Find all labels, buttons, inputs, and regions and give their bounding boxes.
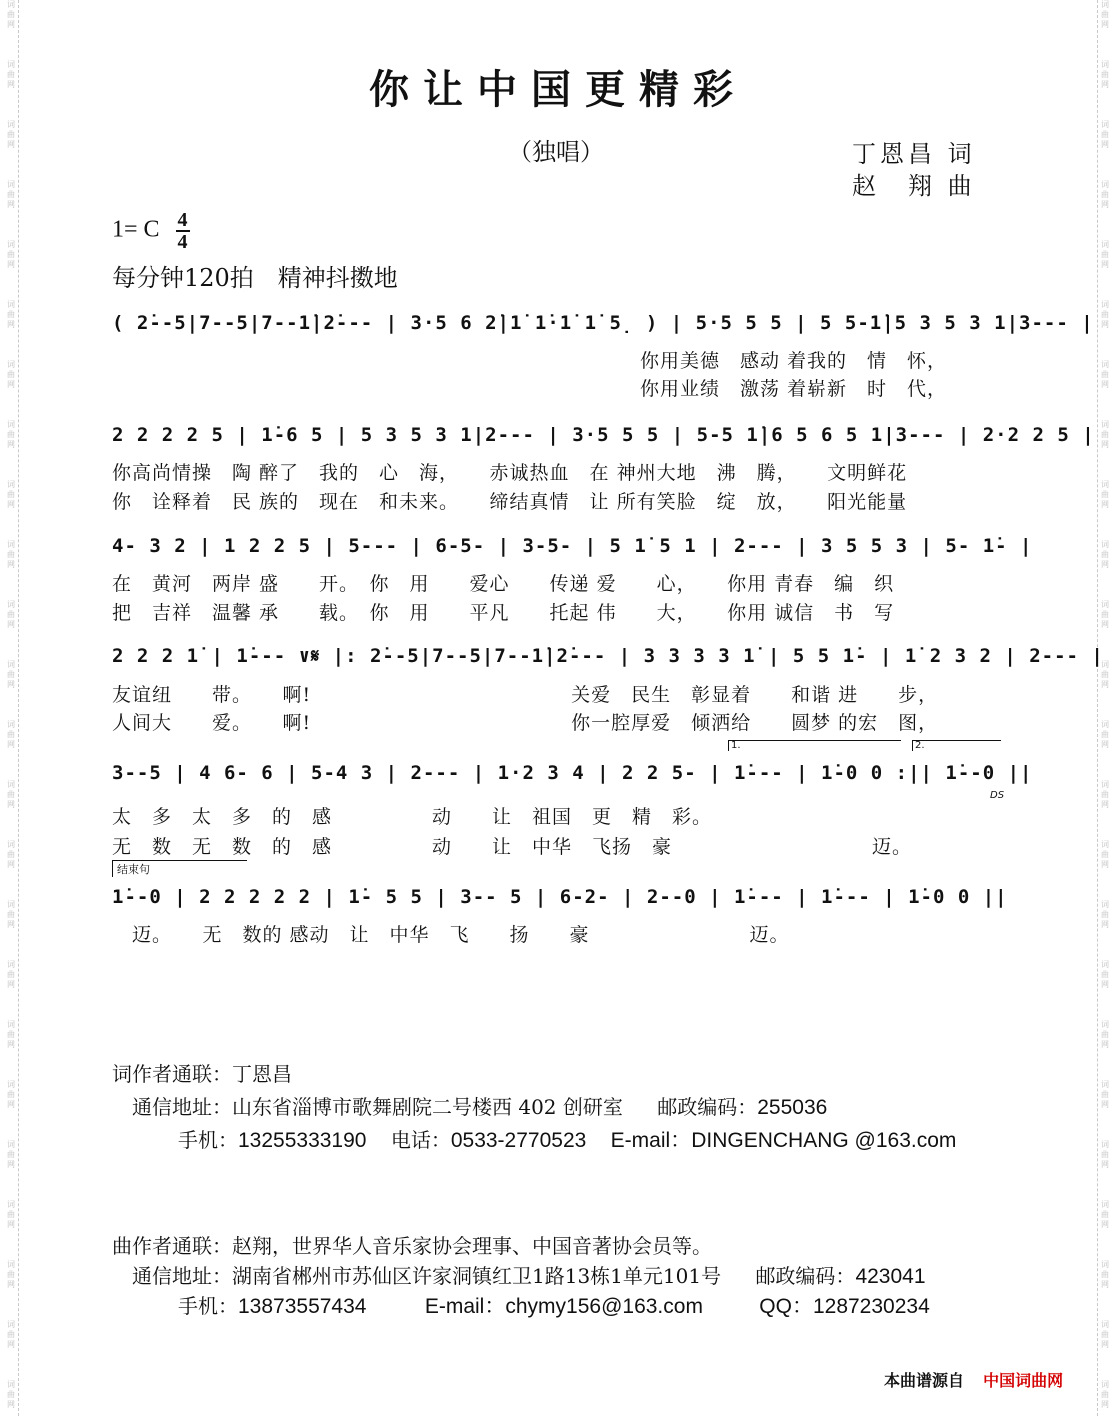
watermark-text: 词曲网 bbox=[1101, 240, 1109, 269]
address-label: 通信地址： bbox=[132, 1095, 232, 1119]
mobile-label: 手机： bbox=[178, 1128, 238, 1152]
dal-segno-mark: DS bbox=[990, 790, 1005, 801]
tempo-marking: 每分钟120拍 精神抖擞地 bbox=[112, 264, 398, 292]
watermark-text: 词曲网 bbox=[1101, 0, 1109, 29]
composer-name: 赵翔，世界华人音乐家协会理事、中国音著协会员等。 bbox=[232, 1234, 712, 1258]
performance-type: （独唱） bbox=[508, 138, 604, 166]
watermark-text: 词曲网 bbox=[1101, 780, 1109, 809]
watermark-text: 词曲网 bbox=[7, 1260, 15, 1289]
watermark-text: 词曲网 bbox=[1101, 420, 1109, 449]
watermark-text: 词曲网 bbox=[7, 180, 15, 209]
notation-line: 1̇--0 | 2 2 2 2 2 | 1̇- 5 5 | 3-- 5 | 6-2- | 2--0 | 1̇--- | 1̇--- | 1̇-0 0 || bbox=[112, 886, 1008, 908]
postcode-label: 邮政编码： bbox=[657, 1095, 758, 1119]
watermark-text: 词曲网 bbox=[1101, 180, 1109, 209]
watermark-text: 词曲网 bbox=[7, 1320, 15, 1349]
lyric-line: 在 黄河 两岸 盛 开。 你 用 爱心 传递 爱 心， 你用 青春 编 织 bbox=[112, 573, 895, 595]
email-label: E-mail： bbox=[424, 1295, 506, 1318]
watermark-text: 词曲网 bbox=[7, 540, 15, 569]
composer-mobile: 13873557434 bbox=[238, 1295, 367, 1318]
watermark-text: 词曲网 bbox=[1101, 540, 1109, 569]
lyric-line: 你用业绩 激荡 着崭新 时 代， bbox=[640, 378, 948, 400]
lyricist-address: 山东省淄博市歌舞剧院二号楼西 402 创研室 bbox=[232, 1095, 623, 1119]
composer-email: chymy156@163.com bbox=[505, 1295, 703, 1318]
lyricist-phone: 0533-2770523 bbox=[450, 1129, 587, 1152]
postcode-label: 邮政编码： bbox=[755, 1264, 856, 1288]
watermark-text: 词曲网 bbox=[7, 120, 15, 149]
watermark-text: 词曲网 bbox=[7, 660, 15, 689]
composer-contact-line bbox=[112, 1230, 712, 1259]
lyricist-address-line bbox=[132, 1091, 827, 1120]
lyric-line: 太 多 太 多 的 感 动 让 祖国 更 精 彩。 bbox=[112, 806, 713, 828]
lyricist-contact-line bbox=[112, 1058, 292, 1087]
notation-line: 3--5 | 4 6- 6 | 5-4 3 | 2--- | 1·2 3 4 | 2 2 5- | 1̇--- | 1̇-0 0 :|| 1̇--0 || bbox=[112, 762, 1033, 784]
lyric-line: 友谊纽 带。 啊! 关爱 民生 彰显着 和谐 进 步， bbox=[112, 684, 939, 706]
watermark-text: 词曲网 bbox=[7, 240, 15, 269]
watermark-text: 词曲网 bbox=[1101, 660, 1109, 689]
lyricist-contact-label: 词作者通联： bbox=[112, 1062, 232, 1086]
composer-qq: 1287230234 bbox=[812, 1295, 930, 1318]
watermark-text: 词曲网 bbox=[1101, 1140, 1109, 1169]
address-label: 通信地址： bbox=[132, 1264, 232, 1288]
watermark-text: 词曲网 bbox=[1101, 720, 1109, 749]
lyricist-mobile: 13255333190 bbox=[238, 1129, 367, 1152]
watermark-text: 词曲网 bbox=[7, 0, 15, 29]
source-site-link[interactable]: 中国词曲网 bbox=[983, 1373, 1064, 1390]
watermark-text: 词曲网 bbox=[1101, 300, 1109, 329]
qq-label: QQ： bbox=[759, 1295, 813, 1318]
watermark-text: 词曲网 bbox=[1101, 120, 1109, 149]
watermark-text: 词曲网 bbox=[7, 900, 15, 929]
composer-address-line bbox=[132, 1260, 926, 1289]
key-label: 1= C bbox=[112, 216, 160, 243]
watermark-text: 词曲网 bbox=[1101, 840, 1109, 869]
time-signature-bottom: 4 bbox=[177, 231, 188, 253]
mobile-label: 手机： bbox=[178, 1294, 238, 1318]
right-watermark-strip bbox=[1097, 0, 1112, 1416]
notation-line: 2 2 2 2 5 | 1̇-6 5 | 5 3 5 3 1|2--- | 3·5 5 5 | 5-5 1̇|6 5 6 5 1|3--- | 2·2 2 5 | bbox=[112, 424, 1095, 446]
watermark-text: 词曲网 bbox=[1101, 60, 1109, 89]
watermark-text: 词曲网 bbox=[1101, 600, 1109, 629]
ending-section-label: 结束句 bbox=[112, 860, 247, 877]
watermark-text: 词曲网 bbox=[7, 720, 15, 749]
lyric-line: 你高尚情操 陶 醉了 我的 心 海， 赤诚热血 在 神州大地 沸 腾， 文明鲜花 bbox=[112, 462, 908, 484]
notation-line: 4- 3 2 | 1 2 2 5 | 5--- | 6-5- | 3-5- | 5 1̇ 5 1 | 2--- | 3 5 5 3 | 5- 1̇- | bbox=[112, 535, 1033, 557]
watermark-text: 词曲网 bbox=[1101, 1380, 1109, 1409]
watermark-text: 词曲网 bbox=[7, 300, 15, 329]
lyricist-postcode: 255036 bbox=[757, 1096, 828, 1119]
time-signature bbox=[176, 210, 190, 252]
lyric-line: 把 吉祥 温馨 承 载。 你 用 平凡 托起 伟 大， 你用 诚信 书 写 bbox=[112, 602, 895, 624]
source-label: 本曲谱源自 bbox=[884, 1373, 965, 1390]
lyric-line: 人间大 爱。 啊! 你一腔厚爱 倾洒给 圆梦 的宏 图， bbox=[112, 712, 939, 734]
watermark-text: 词曲网 bbox=[1101, 960, 1109, 989]
watermark-text: 词曲网 bbox=[1101, 1200, 1109, 1229]
watermark-text: 词曲网 bbox=[7, 1140, 15, 1169]
key-signature bbox=[112, 210, 190, 252]
lyric-line: 迈。 无 数的 感动 让 中华 飞 扬 豪 迈。 bbox=[132, 924, 790, 946]
watermark-text: 词曲网 bbox=[1101, 1080, 1109, 1109]
watermark-text: 词曲网 bbox=[7, 420, 15, 449]
watermark-text: 词曲网 bbox=[1101, 360, 1109, 389]
watermark-text: 词曲网 bbox=[7, 1020, 15, 1049]
watermark-text: 词曲网 bbox=[1101, 900, 1109, 929]
left-watermark-strip bbox=[4, 0, 19, 1416]
lyric-line: 你用美德 感动 着我的 情 怀， bbox=[640, 350, 948, 372]
lyricist-credit: 丁恩昌 词 bbox=[852, 140, 976, 168]
watermark-text: 词曲网 bbox=[7, 780, 15, 809]
watermark-text: 词曲网 bbox=[7, 360, 15, 389]
watermark-text: 词曲网 bbox=[7, 1080, 15, 1109]
second-ending-bracket: 2. bbox=[912, 740, 1001, 751]
watermark-text: 词曲网 bbox=[7, 60, 15, 89]
watermark-text: 词曲网 bbox=[1101, 1320, 1109, 1349]
lyricist-name: 丁恩昌 bbox=[232, 1062, 292, 1086]
composer-address: 湖南省郴州市苏仙区许家洞镇红卫1路13栋1单元101号 bbox=[232, 1264, 722, 1288]
watermark-text: 词曲网 bbox=[1101, 1020, 1109, 1049]
composer-credit: 赵 翔 曲 bbox=[852, 172, 976, 200]
composer-contact-label: 曲作者通联： bbox=[112, 1234, 232, 1258]
lyric-line: 无 数 无 数 的 感 动 让 中华 飞扬 豪 迈。 bbox=[112, 836, 913, 858]
phone-label: 电话： bbox=[390, 1128, 451, 1152]
lyricist-email: DINGENCHANG @163.com bbox=[691, 1129, 957, 1152]
composer-phone-line bbox=[178, 1290, 930, 1320]
watermark-text: 词曲网 bbox=[7, 960, 15, 989]
notation-line: 2 2 2 1̇ | 1̇--- ∨𝄋 |: 2̇--5|7--5|7--1̇|2̇--- | 3 3 3 3 1̇ | 5 5 1̇- | 1̇ 2 3 2 | 2--- | bbox=[112, 645, 1104, 667]
watermark-text: 词曲网 bbox=[7, 600, 15, 629]
watermark-text: 词曲网 bbox=[7, 1380, 15, 1409]
email-label: E-mail： bbox=[610, 1129, 692, 1152]
watermark-text: 词曲网 bbox=[7, 1200, 15, 1229]
watermark-text: 词曲网 bbox=[7, 840, 15, 869]
notation-line: ( 2̇--5|7--5|7--1̇|2̇--- | 3·5 6 2̇|1̇ 1̇·1̇ 1̇ 5̣ ) | 5·5 5 5 | 5 5-1̇|5 3 5 3 1|3--- | bbox=[112, 312, 1094, 334]
lyric-line: 你 诠释着 民 族的 现在 和未来。 缔结真情 让 所有笑脸 绽 放， 阳光能量 bbox=[112, 491, 908, 513]
first-ending-bracket: 1. bbox=[728, 740, 901, 751]
lyricist-phone-line bbox=[178, 1124, 956, 1154]
time-signature-top: 4 bbox=[177, 209, 188, 231]
watermark-text: 词曲网 bbox=[1101, 1260, 1109, 1289]
watermark-text: 词曲网 bbox=[1101, 480, 1109, 509]
song-title: 你让中国更精彩 bbox=[369, 66, 747, 113]
watermark-text: 词曲网 bbox=[7, 480, 15, 509]
source-footer bbox=[884, 1368, 1063, 1391]
composer-postcode: 423041 bbox=[855, 1265, 926, 1288]
